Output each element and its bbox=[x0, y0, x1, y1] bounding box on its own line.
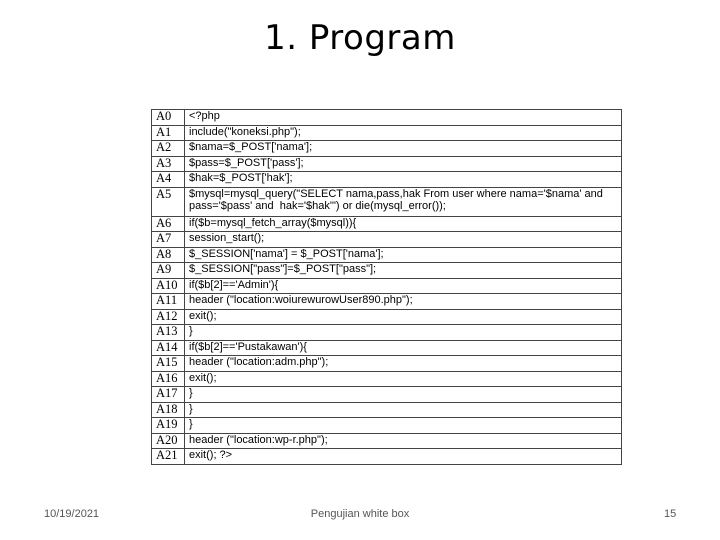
code-line: <?php bbox=[185, 110, 622, 126]
code-line: header ("location:wp-r.php"); bbox=[185, 433, 622, 449]
code-table-body bbox=[152, 110, 622, 465]
code-line: $_SESSION["pass"]=$_POST["pass"]; bbox=[185, 263, 622, 279]
code-line: header ("location:woiurewurowUser890.php"); bbox=[185, 294, 622, 310]
line-label: A21 bbox=[152, 449, 185, 465]
table-row bbox=[152, 278, 622, 294]
line-label: A14 bbox=[152, 340, 185, 356]
line-label: A13 bbox=[152, 325, 185, 341]
table-row bbox=[152, 172, 622, 188]
line-label: A20 bbox=[152, 433, 185, 449]
code-line: include("koneksi.php"); bbox=[185, 125, 622, 141]
code-line: $pass=$_POST['pass']; bbox=[185, 156, 622, 172]
table-row bbox=[152, 263, 622, 279]
table-row bbox=[152, 340, 622, 356]
table-row bbox=[152, 125, 622, 141]
line-label: A19 bbox=[152, 418, 185, 434]
footer-date: 10/19/2021 bbox=[44, 508, 100, 520]
table-row bbox=[152, 141, 622, 157]
code-line: $hak=$_POST['hak']; bbox=[185, 172, 622, 188]
code-line: session_start(); bbox=[185, 232, 622, 248]
table-row bbox=[152, 402, 622, 418]
line-label: A1 bbox=[152, 125, 185, 141]
code-line: exit(); bbox=[185, 309, 622, 325]
table-row bbox=[152, 371, 622, 387]
code-line: exit(); ?> bbox=[185, 449, 622, 465]
line-label: A3 bbox=[152, 156, 185, 172]
code-line: if($b[2]=='Pustakawan'){ bbox=[185, 340, 622, 356]
code-line: } bbox=[185, 418, 622, 434]
table-row bbox=[152, 294, 622, 310]
line-label: A17 bbox=[152, 387, 185, 403]
table-row bbox=[152, 356, 622, 372]
line-label: A5 bbox=[152, 187, 185, 216]
code-line: $nama=$_POST['nama']; bbox=[185, 141, 622, 157]
code-table bbox=[151, 109, 622, 465]
line-label: A12 bbox=[152, 309, 185, 325]
table-row bbox=[152, 247, 622, 263]
table-row bbox=[152, 325, 622, 341]
code-line: if($b=mysql_fetch_array($mysql)){ bbox=[185, 216, 622, 232]
code-line: } bbox=[185, 325, 622, 341]
line-label: A2 bbox=[152, 141, 185, 157]
table-row bbox=[152, 216, 622, 232]
code-line: if($b[2]=='Admin'){ bbox=[185, 278, 622, 294]
slide-number: 15 bbox=[664, 508, 677, 520]
line-label: A0 bbox=[152, 110, 185, 126]
table-row bbox=[152, 387, 622, 403]
table-row bbox=[152, 309, 622, 325]
code-line: } bbox=[185, 387, 622, 403]
line-label: A4 bbox=[152, 172, 185, 188]
table-row bbox=[152, 449, 622, 465]
table-row bbox=[152, 156, 622, 172]
table-row bbox=[152, 433, 622, 449]
code-line: header ("location:adm.php"); bbox=[185, 356, 622, 372]
line-label: A9 bbox=[152, 263, 185, 279]
code-line: } bbox=[185, 402, 622, 418]
table-row bbox=[152, 232, 622, 248]
line-label: A8 bbox=[152, 247, 185, 263]
line-label: A6 bbox=[152, 216, 185, 232]
line-label: A10 bbox=[152, 278, 185, 294]
line-label: A11 bbox=[152, 294, 185, 310]
line-label: A18 bbox=[152, 402, 185, 418]
table-row bbox=[152, 110, 622, 126]
slide-title: 1. Program bbox=[264, 18, 456, 58]
line-label: A16 bbox=[152, 371, 185, 387]
table-row bbox=[152, 187, 622, 216]
footer-title: Pengujian white box bbox=[310, 508, 410, 520]
line-label: A7 bbox=[152, 232, 185, 248]
code-line: exit(); bbox=[185, 371, 622, 387]
code-line: $mysql=mysql_query("SELECT nama,pass,hak From user where nama='$nama' and pass='$pass' and hak='$hak'") or die(mysql_error()); bbox=[185, 187, 622, 216]
line-label: A15 bbox=[152, 356, 185, 372]
code-line: $_SESSION['nama'] = $_POST['nama']; bbox=[185, 247, 622, 263]
table-row bbox=[152, 418, 622, 434]
